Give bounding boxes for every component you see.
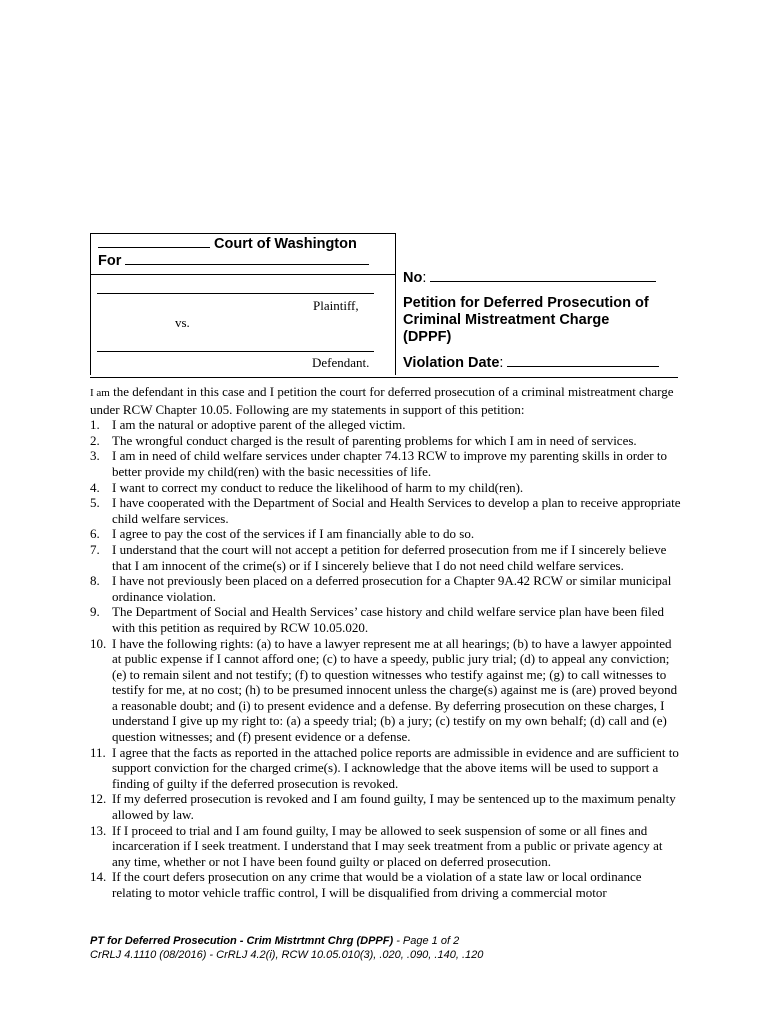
title-line-1: Petition for Deferred Prosecution of (403, 295, 649, 311)
statement-text: I have the following rights: (a) to have a lawyer represent me at all hearings; (b) to have a lawyer appointed at public expense if I cannot afford one; (c) to have a speedy, public jury trial; (d) to appeal any conviction; (e) to remain silent and not testify; (f) to question witnesses who testify against me; (g) to call witnesses to testify for me, at no cost; (h) to be presumed innocent unless the charge(s) against me is (are) proved beyond a reasonable doubt; and (i) to present evidence and a defense. By deferring prosecution on these charges, I understand I give up my right to: (a) a speedy trial; (b) a jury; (c) testify on my own behalf; (d) call and (e) question witnesses; and (f) present evidence or a defense. (112, 635, 678, 745)
statement-number: 14. (90, 869, 107, 885)
case-number-row: No: (403, 270, 656, 286)
statement-text: I agree that the facts as reported in the attached police reports are admissible in evidence and are sufficient to support conviction for the charged crime(s). I acknowledge that the above items will be used to support a finding of guilty if the deferred prosecution is revoked. (112, 744, 679, 791)
statement-item (90, 745, 682, 792)
statement-item (90, 480, 682, 496)
statement-number: 13. (90, 822, 107, 838)
statement-number: 12. (90, 791, 107, 807)
violation-date-blank[interactable] (507, 366, 659, 367)
defendant-name-line[interactable] (97, 351, 374, 352)
for-label: For (98, 253, 122, 269)
statement-item (90, 542, 682, 573)
caption-bottom-rule (90, 377, 678, 378)
statement-item (90, 448, 682, 479)
statement-number: 2. (90, 432, 100, 448)
statement-item (90, 869, 682, 900)
statement-text: I want to correct my conduct to reduce the likelihood of harm to my child(ren). (112, 479, 524, 495)
statement-text: I agree to pay the cost of the services if I am financially able to do so. (112, 526, 475, 542)
statement-item (90, 636, 682, 745)
statement-number: 9. (90, 604, 100, 620)
statement-item (90, 526, 682, 542)
statement-number: 10. (90, 635, 107, 651)
court-suffix: Court of Washington (214, 236, 357, 252)
statement-text: I am the natural or adoptive parent of the alleged victim. (112, 417, 406, 433)
statement-text: If I proceed to trial and I am found guilty, I may be allowed to seek suspension of some or all fines and incarceration if I seek treatment. I understand that I may seek treatment from a public or private agency at any time, whether or not I have been found guilty or placed on deferred prosecution. (112, 822, 663, 869)
statement-text: I am in need of child welfare services under chapter 74.13 RCW to improve my parenting skills in order to better provide my child(ren) with the basic necessities of life. (112, 448, 667, 479)
caption-party-box (90, 233, 396, 375)
statement-number: 8. (90, 573, 100, 589)
statement-number: 1. (90, 417, 100, 433)
title-line-3: (DPPF) (403, 329, 452, 345)
statement-text: The wrongful conduct charged is the result of parenting problems for which I am in need of services. (112, 432, 637, 448)
intro-paragraph (90, 384, 682, 417)
court-name-blank[interactable] (98, 247, 210, 248)
statement-text: The Department of Social and Health Services’ case history and child welfare service plan have been filed with this petition as required by RCW 10.05.020. (112, 604, 665, 635)
statement-item (90, 495, 682, 526)
vs-label: vs. (175, 315, 190, 330)
statement-item (90, 823, 682, 870)
petition-body (90, 384, 682, 901)
statement-number: 7. (90, 541, 100, 557)
footer-citation: CrRLJ 4.1110 (08/2016) - CrRLJ 4.2(i), RCW 10.05.010(3), .020, .090, .140, .120 (90, 949, 484, 961)
statement-item (90, 417, 682, 433)
intro-first-word: I am (90, 387, 110, 399)
court-heading (98, 236, 369, 270)
plaintiff-label: Plaintiff, (313, 298, 359, 313)
title-line-2: Criminal Mistreatment Charge (403, 312, 610, 328)
statement-item (90, 791, 682, 822)
case-number-label: No (403, 270, 423, 286)
statement-number: 5. (90, 495, 100, 511)
statement-list (90, 417, 682, 900)
statement-text: I have cooperated with the Department of Social and Health Services to develop a plan to receive appropriate child welfare services. (112, 495, 681, 526)
case-number-blank[interactable] (430, 281, 656, 282)
statement-item (90, 573, 682, 604)
violation-date-row: Violation Date: (403, 355, 659, 371)
statement-item (90, 604, 682, 635)
statement-text: If the court defers prosecution on any crime that would be a violation of a state law or local ordinance relating to motor vehicle traffic control, I will be disqualified from driving a commercial motor (112, 869, 642, 900)
page-footer (90, 934, 690, 962)
footer-form-title: PT for Deferred Prosecution - Crim Mistrtmnt Chrg (DPPF) (90, 935, 394, 947)
statement-number: 11. (90, 744, 106, 760)
intro-text: the defendant in this case and I petition the court for deferred prosecution of a criminal mistreatment charge under RCW Chapter 10.05. Following are my statements in support of this petition: (90, 384, 674, 417)
footer-page-number: - Page 1 of 2 (393, 935, 460, 947)
statement-text: I have not previously been placed on a deferred prosecution for a Chapter 9A.42 RCW or similar municipal ordinance violation. (112, 573, 672, 604)
statement-number: 3. (90, 448, 100, 464)
violation-date-label: Violation Date (403, 355, 500, 371)
caption-divider (91, 274, 395, 275)
for-blank[interactable] (125, 264, 369, 265)
statement-number: 6. (90, 526, 100, 542)
plaintiff-name-line[interactable] (97, 293, 374, 294)
document-title (403, 295, 678, 346)
statement-text: If my deferred prosecution is revoked and I am found guilty, I may be sentenced up to the maximum penalty allowed by law. (112, 791, 676, 823)
statement-number: 4. (90, 479, 100, 495)
statement-item (90, 433, 682, 449)
defendant-label: Defendant. (312, 355, 370, 370)
statement-text: I understand that the court will not accept a petition for deferred prosecution from me if I sincerely believe that I am innocent of the crime(s) or if I sincerely believe that I do not need child welfare services. (112, 541, 667, 573)
